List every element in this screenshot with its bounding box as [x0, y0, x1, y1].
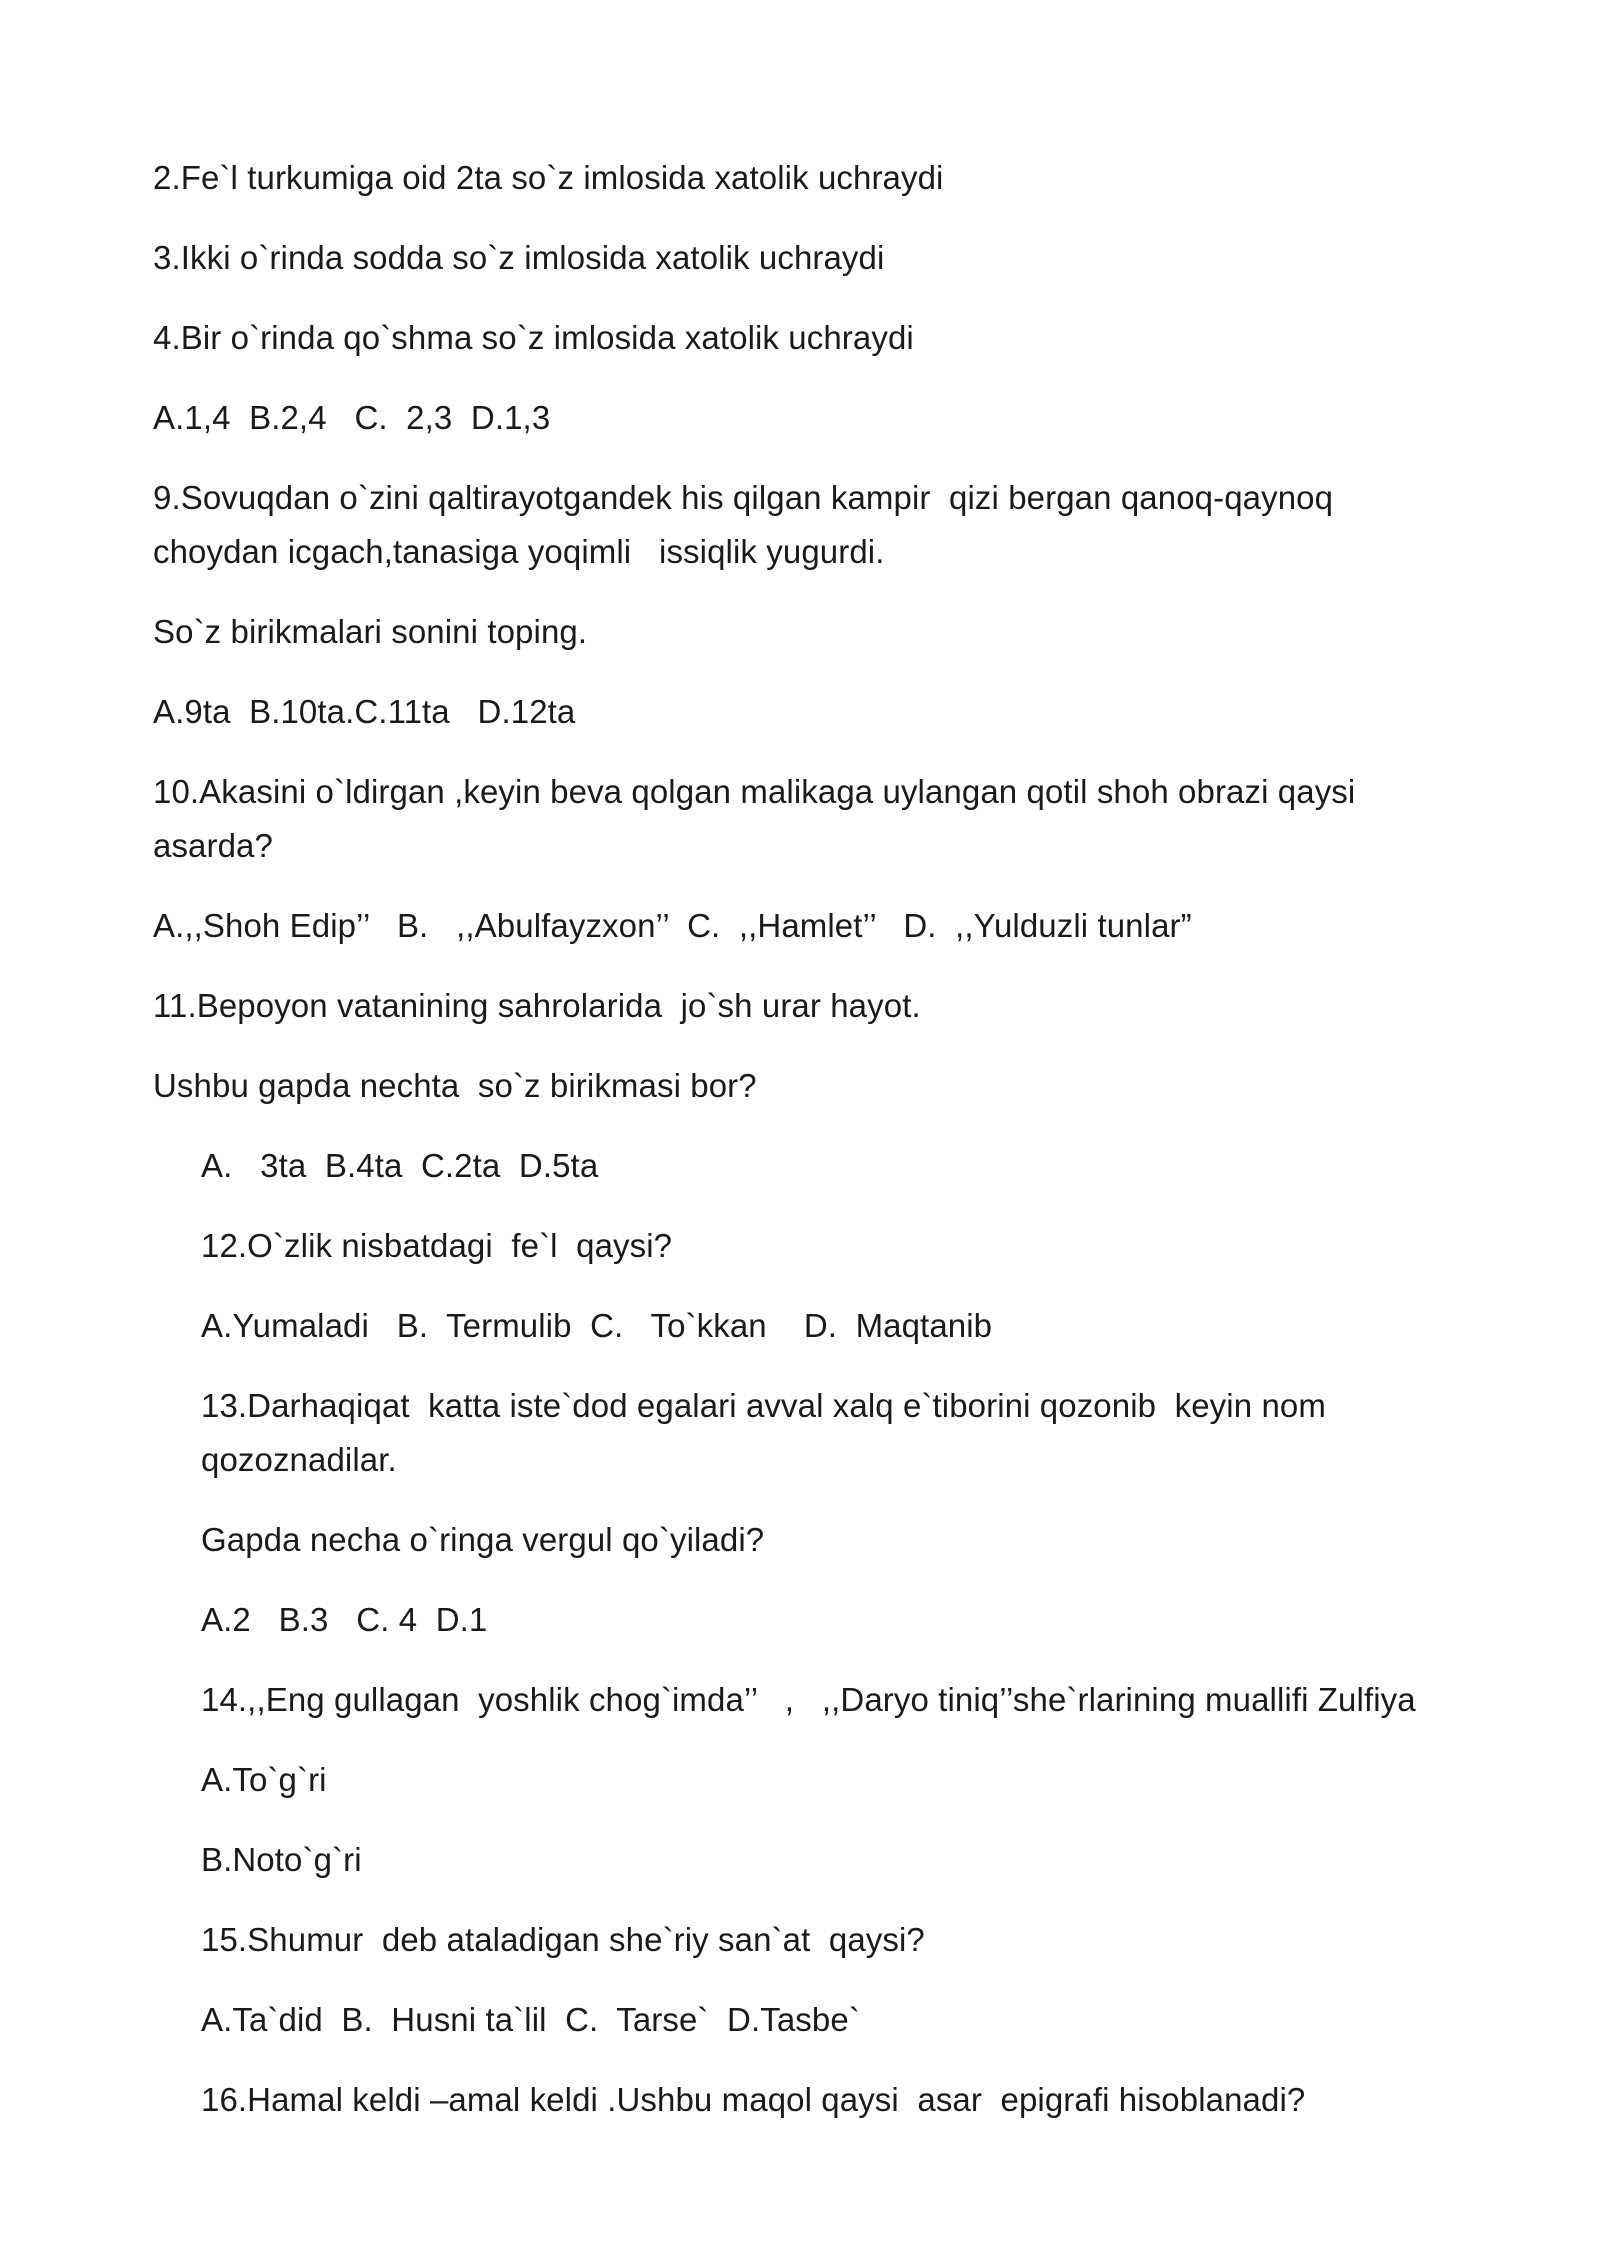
text-line: A.9ta B.10ta.C.11ta D.12ta	[153, 693, 576, 730]
text-line: 15.Shumur deb ataladigan she`riy san`at qaysi?	[201, 1921, 925, 1958]
text-line: 13.Darhaqiqat katta iste`dod egalari avval xalq e`tiborini qozonib keyin nom	[201, 1387, 1326, 1424]
text-line: So`z birikmalari sonini toping.	[153, 613, 588, 650]
text-line: A.Ta`did B. Husni ta`lil C. Tarse` D.Tasbe`	[201, 2001, 860, 2038]
text-line: A.To`g`ri	[201, 1761, 327, 1798]
text-line: asarda?	[153, 827, 273, 864]
text-line: 2.Fe`l turkumiga oid 2ta so`z imlosida xatolik uchraydi	[153, 159, 944, 196]
text-line: A.,,Shoh Edip’’ B. ,,Abulfayzxon’’ C. ,,Hamlet’’ D. ,,Yulduzli tunlar”	[153, 907, 1192, 944]
text-line: A.2 B.3 C. 4 D.1	[201, 1601, 488, 1638]
text-line: 11.Bepoyon vatanining sahrolarida jo`sh urar hayot.	[153, 987, 921, 1024]
text-line: 10.Akasini o`ldirgan ,keyin beva qolgan malikaga uylangan qotil shoh obrazi qaysi	[153, 773, 1356, 810]
text-line: qozoznadilar.	[201, 1441, 397, 1478]
text-line: 14.,,Eng gullagan yoshlik chog`imda’’ , ,,Daryo tiniq’’she`rlarining muallifi Zulfiya	[201, 1681, 1416, 1718]
text-line: 12.O`zlik nisbatdagi fe`l qaysi?	[201, 1227, 673, 1264]
text-line: choydan icgach,tanasiga yoqimli issiqlik yugurdi.	[153, 533, 885, 570]
text-line: A.Yumaladi B. Termulib C. To`kkan D. Maqtanib	[201, 1307, 993, 1344]
text-line: Gapda necha o`ringa vergul qo`yiladi?	[201, 1521, 765, 1558]
text-line: 4.Bir o`rinda qo`shma so`z imlosida xatolik uchraydi	[153, 319, 914, 356]
text-line: 16.Hamal keldi –amal keldi .Ushbu maqol qaysi asar epigrafi hisoblanadi?	[201, 2081, 1306, 2118]
text-line: Ushbu gapda nechta so`z birikmasi bor?	[153, 1067, 757, 1104]
text-line: A. 3ta B.4ta C.2ta D.5ta	[201, 1147, 599, 1184]
text-line: 3.Ikki o`rinda sodda so`z imlosida xatolik uchraydi	[153, 239, 885, 276]
text-line: A.1,4 B.2,4 C. 2,3 D.1,3	[153, 399, 551, 436]
text-line: 9.Sovuqdan o`zini qaltirayotgandek his qilgan kampir qizi bergan qanoq-qaynoq	[153, 479, 1334, 516]
text-line: B.Noto`g`ri	[201, 1841, 362, 1878]
